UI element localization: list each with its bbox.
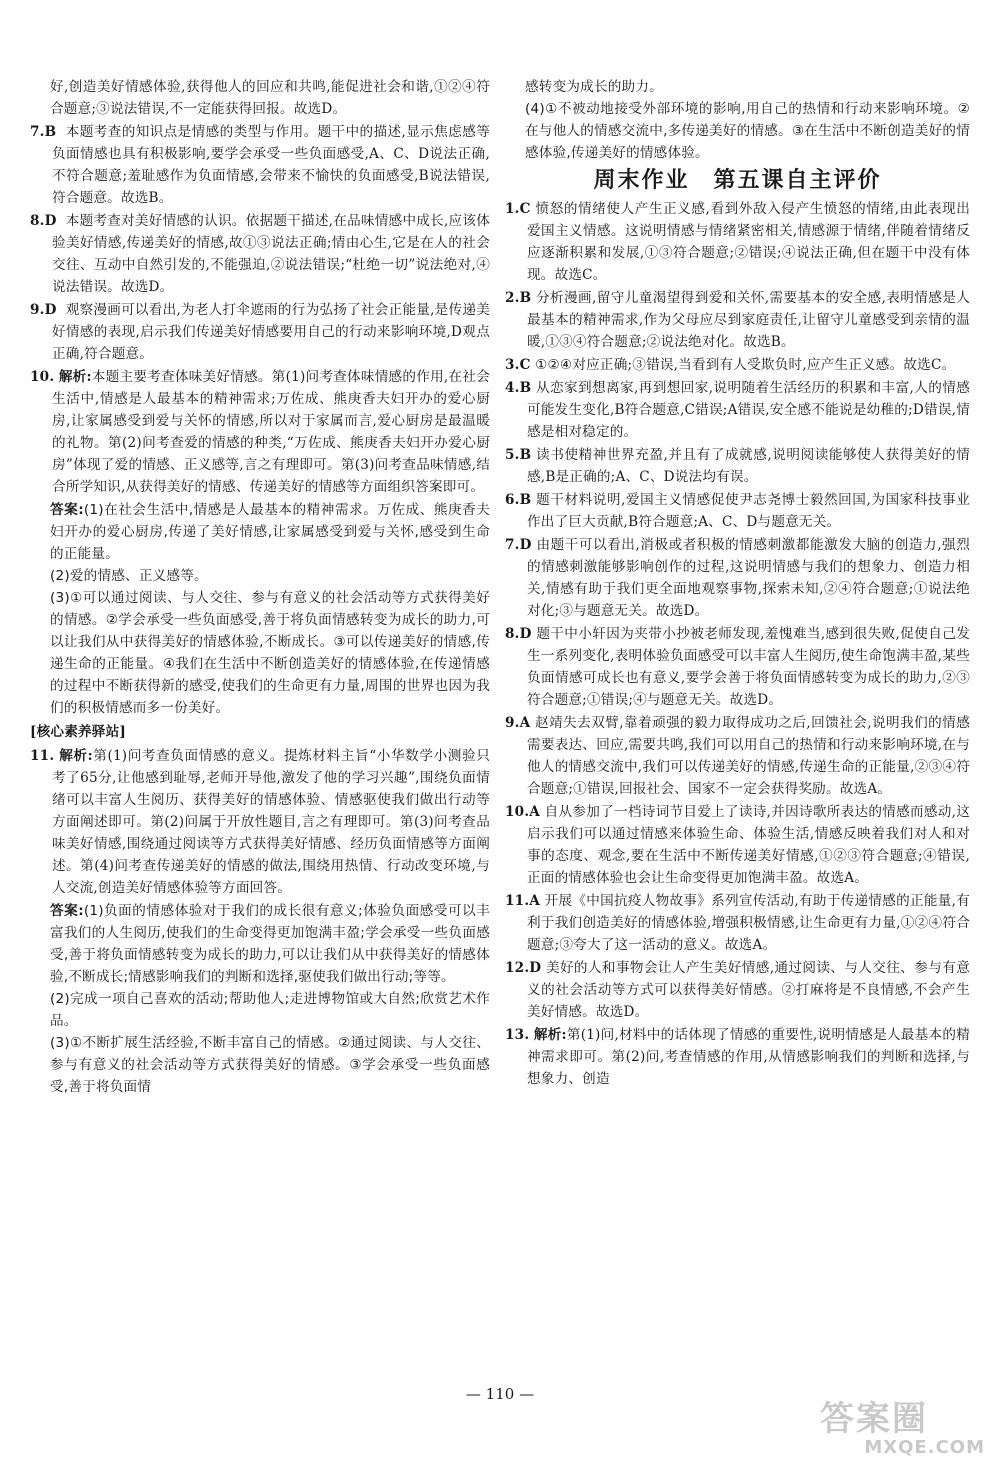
answer-item	[505, 957, 970, 1023]
answer-item-number: 1.C	[505, 201, 531, 217]
answer-item	[505, 444, 970, 488]
answer-item-text: 分析漫画,留守儿童渴望得到爱和关怀,需要基本的安全感,表明情感是人最基本的精神需求,作为父母应尽到家庭责任,让留守儿童感受到亲情的温暖,①③④符合题意;②说法绝对化。故选B。	[527, 290, 970, 350]
q13-analysis	[505, 1024, 970, 1090]
right-column	[505, 76, 970, 1091]
answer-item	[505, 623, 970, 711]
answer-item-text: 开展《中国抗疫人物故事》系列宣传活动,有助于传递情感的正能量,有利于我们创造美好的情感体验,增强积极情感,让生命更有力量,①②④符合题意;③夸大了这一活动的意义。故选A。	[527, 893, 970, 953]
q10-answer	[30, 499, 490, 719]
r-q13-analysis-text: 第(1)问,材料中的话体现了情感的重要性,说明情感是人最基本的精神需求即可。第(2)问,考查情感的作用,从情感影响我们的判断和选择,与想象力、创造	[527, 1027, 970, 1087]
q6-continuation-text: 好,创造美好情感体验,获得他人的回应和共鸣,能促进社会和谐,①②④符合题意;③说法错误,不一定能获得回报。故选D。	[50, 79, 490, 117]
left-column	[30, 76, 490, 1098]
q11-analysis	[30, 745, 490, 899]
q8-text: 本题考查对美好情感的认识。依据题干描述,在品味情感中成长,应该体验美好情感,传递美好的情感,故①③说法正确;情由心生,它是在人的社会交往、互动中自然引发的,不能强迫,②说法错误;“杜绝一切”说法绝对,④说法错误。故选D。	[52, 213, 490, 295]
answer-item	[505, 890, 970, 956]
answer-item-number: 11.A	[505, 893, 540, 909]
q10-analysis-text: 本题主要考查体味美好情感。第(1)问考查体味情感的作用,在社会生活中,情感是人最基本的精神需求;万佐成、熊庚香夫妇开办的爱心厨房,让家属感受到爱与关怀的情感,所以对于家属而言,爱心厨房是最温暖的礼物。第(2)问考查爱的情感的种类,“万佐成、熊庚香夫妇开办爱心厨房”体现了爱的情感、正义感等,言之有理即可。第(3)问考查品味情感,结合所学知识,从获得美好的情感、传递美好的情感等方面组织答案即可。	[52, 369, 490, 495]
watermark	[820, 1400, 985, 1462]
answer-item	[505, 489, 970, 533]
answer-item	[505, 534, 970, 622]
q7-text: 本题考查的知识点是情感的类型与作用。题干中的描述,显示焦虑感等负面情感也具有积极影响,要学会承受一些负面感受,A、C、D说法正确,不符合题意;羞耻感作为负面情感,会带来不愉快的负面感受,B说法错误,符合题意。故选B。	[52, 124, 490, 206]
q9-explanation	[30, 299, 490, 365]
answer-item-number: 5.B	[505, 447, 532, 463]
q7-explanation	[30, 121, 490, 209]
q11-answer-1	[50, 900, 490, 988]
answer-item-text: 赵靖失去双臂,靠着顽强的毅力取得成功之后,回馈社会,说明我们的情感需要表达、回应,需要共鸣,我们可以用自己的热情和行动来影响环境,在与他人的情感交流中,我们可以传递美好的情感,传递生命的正能量,②③④符合题意;①错误,回报社会、国家不一定会获得奖励。故选A。	[527, 715, 970, 797]
q11-answer-1-text: (1)负面的情感体验对于我们的成长很有意义;体验负面感受可以丰富我们的人生阅历,使我们的生命变得更加饱满丰盈;学会承受一些负面感受,善于将负面情感转变为成长的助力,可以让我们从中获得美好的情感体验,不断成长;情感影响我们的判断和选择,驱使我们做出行动;等等。	[50, 903, 490, 985]
page-number: — 110 —	[465, 1385, 535, 1403]
q11-answer-continuation	[505, 76, 970, 164]
answer-item-text: 由题干可以看出,消极或者积极的情感刺激都能激发大脑的创造力,强烈的情感刺激能够影响创作的过程,这说明情感与我们的想象力、创造力相关,情感有助于我们更全面地观察事物,探索未知,②④符合题意;①说法绝对化;③与题意无关。故选D。	[527, 537, 970, 619]
answer-item-number: 6.B	[505, 492, 532, 508]
q10-answer-1	[50, 499, 490, 565]
r-q13-analysis-label: 解析:	[533, 1027, 567, 1043]
answer-item-text: 愤怒的情绪使人产生正义感,看到外敌入侵产生愤怒的情绪,由此表现出爱国主义情感。这说明情感与情绪紧密相关,情感源于情绪,伴随着情绪反应逐渐积累和发展,①③符合题意;②错误;④说法正确,但在题干中没有体现。故选C。	[527, 201, 970, 283]
answer-item-text: ①②④对应正确;③错误,当看到有人受欺负时,应产生正义感。故选C。	[535, 357, 956, 373]
q8-number: 8.D	[30, 213, 57, 229]
q10-answer-2: (2)爱的情感、正义感等。	[50, 568, 208, 584]
answer-item-number: 12.D	[505, 960, 542, 976]
answer-item	[505, 287, 970, 353]
answer-item	[505, 801, 970, 889]
answer-item	[505, 712, 970, 800]
q10-answer-label: 答案:	[50, 502, 84, 518]
answer-item-text: 题干材料说明,爱国主义情感促使尹志尧博士毅然回国,为国家科技事业作出了巨大贡献,B符合题意;A、C、D与题意无关。	[527, 492, 970, 530]
answer-item-number: 7.D	[505, 537, 532, 553]
q10-analysis-label: 解析:	[58, 369, 92, 385]
answer-item-text: 读书使精神世界充盈,并且有了成就感,说明阅读能够使人获得美好的情感,B是正确的;A、C、D说法均有误。	[527, 447, 970, 485]
q11-answer-4: (4)①不被动地接受外部环境的影响,用自己的热情和行动来影响环境。②在与他人的情感交流中,多传递美好的情感。③在生活中不断创造美好的情感体验,传递美好的情感体验。	[525, 101, 970, 161]
q11-analysis-text: 第(1)问考查负面情感的意义。提炼材料主旨“小华数学小测验只考了65分,让他感到耻辱,老师开导他,激发了他的学习兴趣”,围绕负面情绪可以丰富人生阅历、获得美好的情感体验、情感驱使我们做出行动等方面阐述即可。第(2)问属于开放性题目,言之有理即可。第(3)问考查品味美好情感,围绕通过阅读等方式获得美好情感、经历负面情感等方面阐述。第(4)问考查传递美好的情感的做法,围绕用热情、行动改变环境,与人交流,创造美好情感体验等方面回答。	[52, 748, 490, 896]
answer-item-number: 4.B	[505, 380, 532, 396]
q10-answer-3: (3)①可以通过阅读、与人交往、参与有意义的社会活动等方式获得美好的情感。②学会承受一些负面感受,善于将负面情感转变为成长的助力,可以让我们从中获得美好的情感体验,不断成长。③可以传递美好的情感,传递生命的正能量。④我们在生活中不断创造美好的情感体验,在传递情感的过程中不断获得新的感受,使我们的生命更有力量,周围的世界也因为我们的积极情感而多一份美好。	[50, 590, 490, 716]
q9-text: 观察漫画可以看出,为老人打伞遮雨的行为弘扬了社会正能量,是传递美好情感的表现,启示我们传递美好情感要用自己的行动来影响环境,D观点正确,符合题意。	[52, 302, 490, 362]
answer-item-number: 9.A	[505, 715, 531, 731]
core-literacy-section: [核心素养驿站]	[30, 724, 127, 740]
q11-answer	[30, 900, 490, 1098]
section-title: 周末作业 第五课自主评价	[593, 168, 882, 193]
answer-item-number: 8.D	[505, 626, 532, 642]
q11-answer-3-end: 感转变为成长的助力。	[525, 79, 663, 95]
q10-answer-1-text: (1)在社会生活中,情感是人最基本的精神需求。万佐成、熊庚香夫妇开办的爱心厨房,传递了美好情感,让家属感受到爱与关怀,感受到生命的正能量。	[50, 502, 490, 562]
answer-item-text: 美好的人和事物会让人产生美好情感,通过阅读、与人交往、参与有意义的社会活动等方式可以获得美好情感。②打麻将是不良情感,不会产生美好情感。故选D。	[527, 960, 970, 1020]
q8-explanation	[30, 210, 490, 298]
watermark-logo-text: 答案圈	[820, 1399, 928, 1439]
answer-item-number: 3.C	[505, 357, 531, 373]
q11-answer-2: (2)完成一项自己喜欢的活动;帮助他人;走进博物馆或大自然;欣赏艺术作品。	[50, 991, 490, 1029]
answer-item-text: 题干中小轩因为夹带小抄被老师发现,羞愧难当,感到很失败,促使自己发生一系列变化,表明体验负面感受可以丰富人生阅历,使生命饱满丰盈,某些负面情感可成长也有意义,要学会善于将负面情感转变为成长的助力,②③符合题意;①错误;④与题意无关。故选D。	[527, 626, 970, 708]
answer-item-text: 从恋家到想离家,再到想回家,说明随着生活经历的积累和丰富,人的情感可能发生变化,B符合题意,C错误;A错误,安全感不能说是幼稚的;D错误,情感是相对稳定的。	[527, 380, 970, 440]
watermark-url: MXQE.COM	[864, 1437, 985, 1458]
q10-number: 10.	[30, 369, 55, 385]
q7-number: 7.B	[30, 124, 57, 140]
q9-number: 9.D	[30, 302, 57, 318]
answer-item	[505, 198, 970, 286]
answer-item-number: 2.B	[505, 290, 532, 306]
answer-item	[505, 354, 970, 376]
answer-item-number: 10.A	[505, 804, 540, 820]
q11-analysis-label: 解析:	[59, 748, 93, 764]
answer-item	[505, 377, 970, 443]
right-answer-list	[505, 198, 970, 1023]
q10-analysis	[30, 366, 490, 498]
q6-continuation	[30, 76, 490, 120]
q11-answer-label: 答案:	[50, 903, 84, 919]
r-q13-number: 13.	[505, 1027, 530, 1043]
q11-answer-3: (3)①不断扩展生活经验,不断丰富自己的情感。②通过阅读、与人交往、参与有意义的社会活动等方式获得美好的情感。③学会承受一些负面感受,善于将负面情	[50, 1035, 490, 1095]
answer-item-text: 自从参加了一档诗词节目爱上了读诗,并因诗歌所表达的情感而感动,这启示我们可以通过情感来体验生命、体验生活,情感反映着我们对人和对事的态度、观念,要在生活中不断传递美好情感,①②③符合题意;④错误,正面的情感体验也会让生命变得更加饱满丰盈。故选A。	[527, 804, 970, 886]
q11-number: 11.	[30, 748, 55, 764]
